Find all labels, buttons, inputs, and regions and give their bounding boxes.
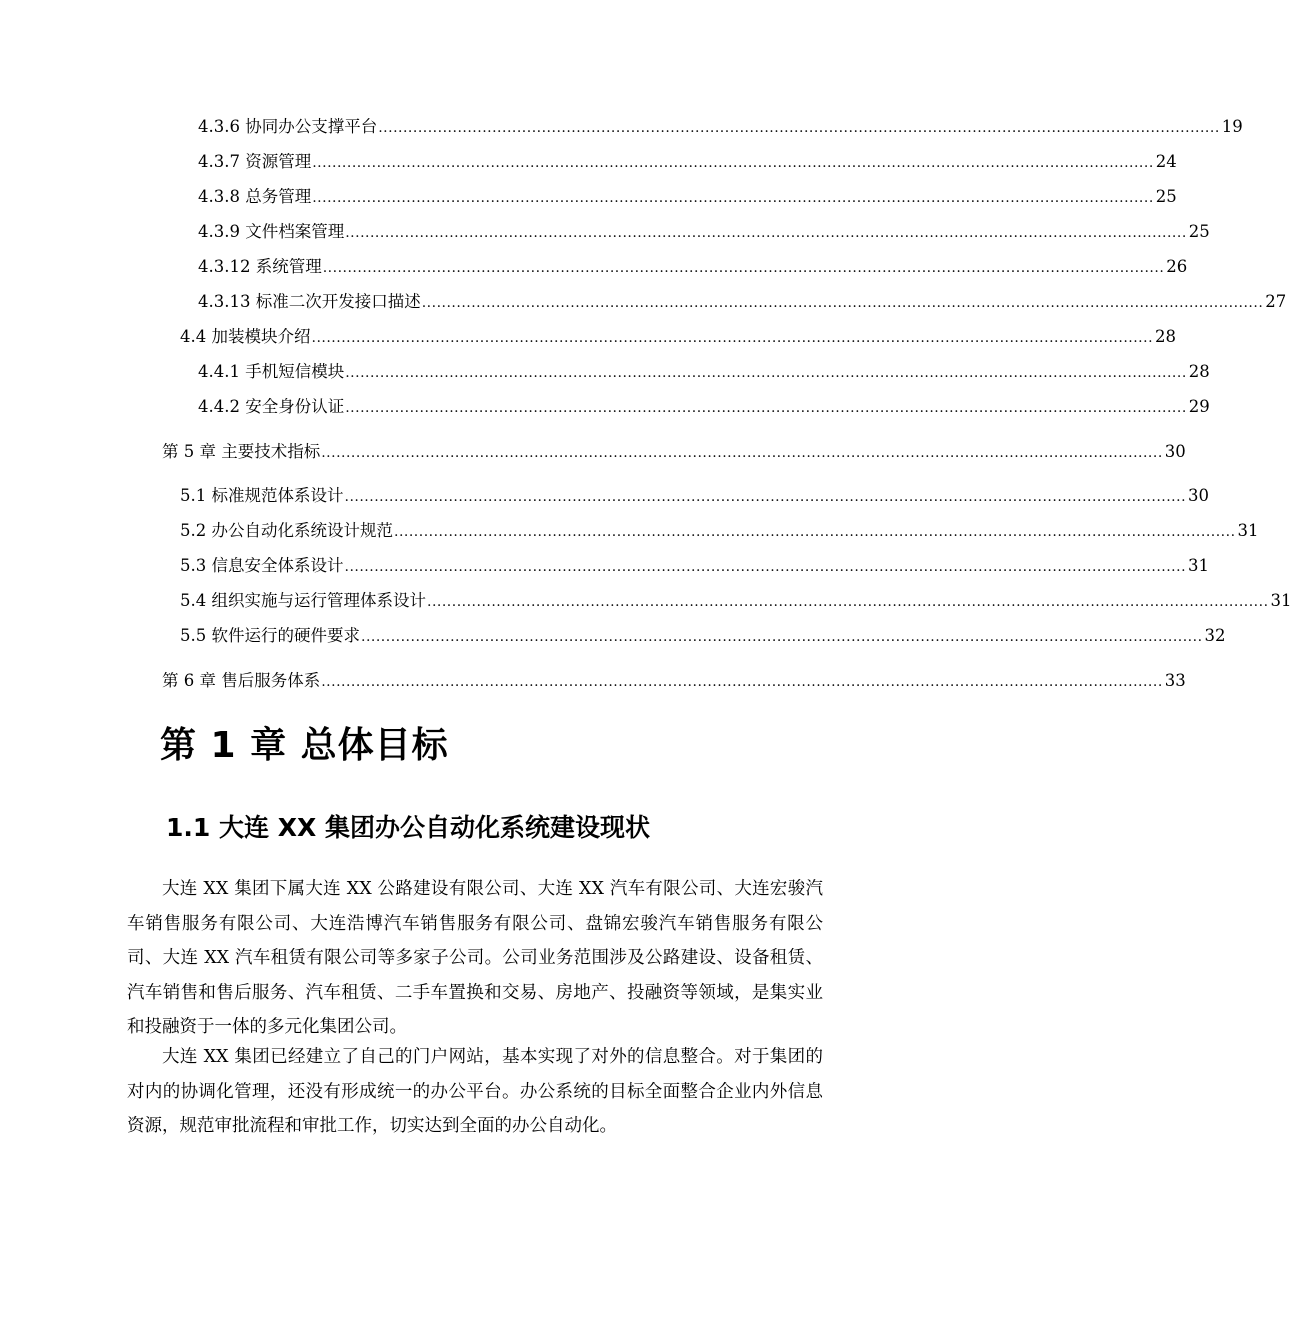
- toc-entry[interactable]: [162, 664, 1186, 698]
- toc-entry[interactable]: [198, 215, 1210, 249]
- toc-dot-leader: ..........................................................................................................................................................................: [345, 365, 1187, 381]
- toc-entry-page: 29: [1188, 397, 1210, 416]
- toc-entry-page: 24: [1155, 152, 1177, 171]
- toc-entry-title: 4.4.2 安全身份认证: [198, 397, 345, 416]
- toc-entry-page: 33: [1164, 671, 1186, 690]
- toc-entry-title: 第 5 章 主要技术指标: [162, 442, 321, 461]
- toc-dot-leader: ..........................................................................................................................................................................: [345, 225, 1187, 241]
- toc-entry-title: 4.4.1 手机短信模块: [198, 362, 345, 381]
- toc-dot-leader: ..........................................................................................................................................................................: [345, 400, 1187, 416]
- toc-dot-leader: ..........................................................................................................................................................................: [322, 260, 1165, 276]
- toc-dot-leader: ..........................................................................................................................................................................: [311, 330, 1154, 346]
- toc-entry-page: 32: [1204, 626, 1226, 645]
- toc-dot-leader: ..........................................................................................................................................................................: [344, 559, 1187, 575]
- body-paragraph: 大连 XX 集团下属大连 XX 公路建设有限公司、大连 XX 汽车有限公司、大连宏骏汽车销售服务有限公司、大连浩博汽车销售服务有限公司、盘锦宏骏汽车销售服务有限公司、大连 XX 汽车租赁有限公司等多家子公司。公司业务范围涉及公路建设、设备租赁、汽车销售和售后服务、汽车租赁、二手车置换和交易、房地产、投融资等领域，是集实业和投融资于一体的多元化集团公司。: [127, 879, 823, 1037]
- toc-entry[interactable]: [162, 435, 1186, 469]
- toc-entry-title: 5.1 标准规范体系设计: [180, 486, 344, 505]
- toc-entry-page: 31: [1270, 591, 1292, 610]
- toc-entry-title: 5.2 办公自动化系统设计规范: [180, 521, 393, 540]
- chapter-heading: 第 1 章 总体目标: [160, 725, 449, 766]
- toc-entry[interactable]: [198, 285, 1287, 319]
- toc-entry[interactable]: [198, 250, 1188, 284]
- toc-entry-title: 4.3.13 标准二次开发接口描述: [198, 292, 421, 311]
- toc-entry[interactable]: [180, 514, 1259, 548]
- toc-entry[interactable]: [198, 390, 1210, 424]
- toc-entry-title: 第 6 章 售后服务体系: [162, 671, 321, 690]
- toc-dot-leader: ..........................................................................................................................................................................: [421, 295, 1264, 311]
- toc-entry[interactable]: [180, 619, 1226, 653]
- toc-entry-page: 28: [1155, 327, 1177, 346]
- section-heading: 1.1 大连 XX 集团办公自动化系统建设现状: [166, 813, 650, 842]
- toc-entry[interactable]: [180, 320, 1177, 354]
- toc-entry-title: 5.3 信息安全体系设计: [180, 556, 344, 575]
- toc-dot-leader: ..........................................................................................................................................................................: [321, 445, 1163, 461]
- toc-dot-leader: ..........................................................................................................................................................................: [312, 190, 1154, 206]
- toc-entry[interactable]: [180, 549, 1210, 583]
- toc-dot-leader: ..........................................................................................................................................................................: [321, 674, 1163, 690]
- toc-entry-page: 31: [1188, 556, 1210, 575]
- toc-entry-page: 26: [1166, 257, 1188, 276]
- toc-entry-title: 5.5 软件运行的硬件要求: [180, 626, 360, 645]
- toc-entry-title: 4.3.12 系统管理: [198, 257, 322, 276]
- toc-entry-page: 27: [1265, 292, 1287, 311]
- toc-entry-title: 5.4 组织实施与运行管理体系设计: [180, 591, 426, 610]
- toc-entry[interactable]: [180, 584, 1292, 618]
- toc-entry-page: 19: [1221, 117, 1243, 136]
- toc-entry[interactable]: [198, 180, 1177, 214]
- toc-entry-title: 4.3.9 文件档案管理: [198, 222, 345, 241]
- toc-dot-leader: ..........................................................................................................................................................................: [427, 594, 1269, 610]
- body-paragraph: 大连 XX 集团已经建立了自己的门户网站，基本实现了对外的信息整合。对于集团的对内的协调化管理，还没有形成统一的办公平台。办公系统的目标全面整合企业内外信息资源，规范审批流程和审批工作，切实达到全面的办公自动化。: [127, 1047, 823, 1136]
- toc-dot-leader: ..........................................................................................................................................................................: [361, 629, 1203, 645]
- toc-entry[interactable]: [198, 145, 1177, 179]
- toc-entry-page: 25: [1188, 222, 1210, 241]
- toc-entry-page: 31: [1237, 521, 1259, 540]
- toc-entry[interactable]: [198, 110, 1243, 144]
- toc-entry-title: 4.3.6 协同办公支撑平台: [198, 117, 378, 136]
- toc-dot-leader: ..........................................................................................................................................................................: [344, 489, 1187, 505]
- toc-entry-page: 30: [1164, 442, 1186, 461]
- toc-entry[interactable]: [180, 479, 1210, 513]
- toc-entry-title: 4.3.7 资源管理: [198, 152, 312, 171]
- toc-entry-page: 28: [1188, 362, 1210, 381]
- toc-dot-leader: ..........................................................................................................................................................................: [394, 524, 1236, 540]
- toc-dot-leader: ..........................................................................................................................................................................: [312, 155, 1154, 171]
- toc-dot-leader: ..........................................................................................................................................................................: [378, 120, 1220, 136]
- toc-entry-title: 4.3.8 总务管理: [198, 187, 312, 206]
- toc-entry-page: 25: [1155, 187, 1177, 206]
- toc-entry[interactable]: [198, 355, 1210, 389]
- toc-entry-page: 30: [1188, 486, 1210, 505]
- toc-entry-title: 4.4 加装模块介绍: [180, 327, 311, 346]
